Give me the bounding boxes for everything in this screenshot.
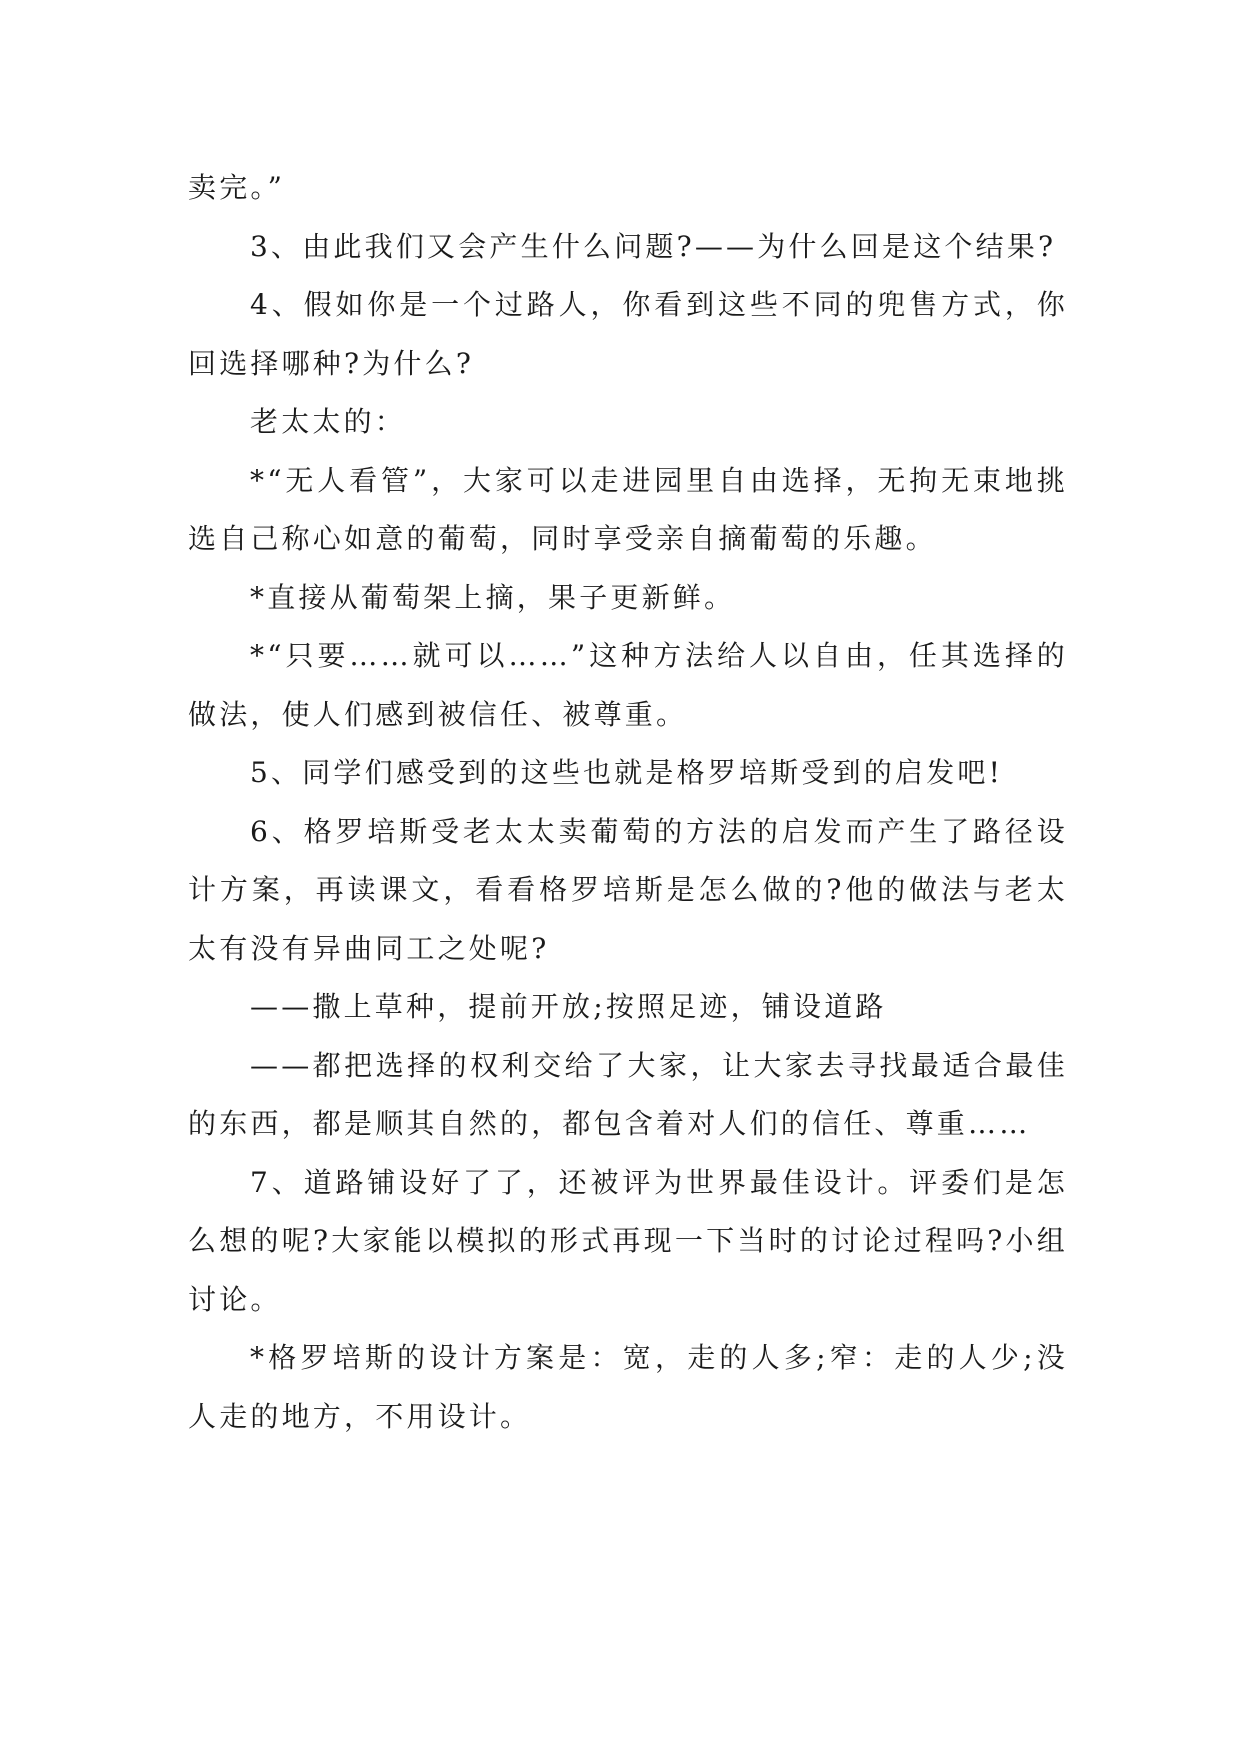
paragraph-item-7: 7、道路铺设好了了，还被评为世界最佳设计。评委们是怎么想的呢?大家能以模拟的形式再现一下当时的讨论过程吗?小组讨论。 xyxy=(188,1165,1068,1316)
paragraph-item-6: 6、格罗培斯受老太太卖葡萄的方法的启发而产生了路径设计方案，再读课文，看看格罗培斯是怎么做的?他的做法与老太太有没有异曲同工之处呢? xyxy=(188,814,1068,965)
paragraph-dash-grass-seeds: ——撒上草种，提前开放;按照足迹，铺设道路 xyxy=(250,990,887,1023)
paragraph-bullet-design-plan: *格罗培斯的设计方案是：宽，走的人多;窄：走的人少;没人走的地方，不用设计。 xyxy=(188,1341,1068,1433)
paragraph-bullet-fresh-fruit: *直接从葡萄架上摘，果子更新鲜。 xyxy=(250,580,736,614)
paragraph-dash-right-to-choose: ——都把选择的权利交给了大家，让大家去寻找最适合最佳的东西，都是顺其自然的，都包含着对人们的信任、尊重…… xyxy=(188,1048,1068,1140)
paragraph-item-4: 4、假如你是一个过路人，你看到这些不同的兜售方式，你回选择哪种?为什么? xyxy=(188,288,1068,380)
paragraph-bullet-free-choice: *“无人看管”，大家可以走进园里自由选择，无拘无束地挑选自己称心如意的葡萄，同时享受亲自摘葡萄的乐趣。 xyxy=(188,463,1068,555)
document-body xyxy=(188,159,1068,1446)
paragraph-bullet-trust: *“只要……就可以……”这种方法给人以自由，任其选择的做法，使人们感到被信任、被尊重。 xyxy=(188,639,1068,731)
paragraph-old-lady-heading: 老太太的： xyxy=(250,405,407,438)
paragraph-item-3: 3、由此我们又会产生什么问题?——为什么回是这个结果? xyxy=(250,229,1057,263)
paragraph-continuation: 卖完。” xyxy=(188,171,286,204)
paragraph-item-5: 5、同学们感受到的这些也就是格罗培斯受到的启发吧! xyxy=(250,756,1004,789)
